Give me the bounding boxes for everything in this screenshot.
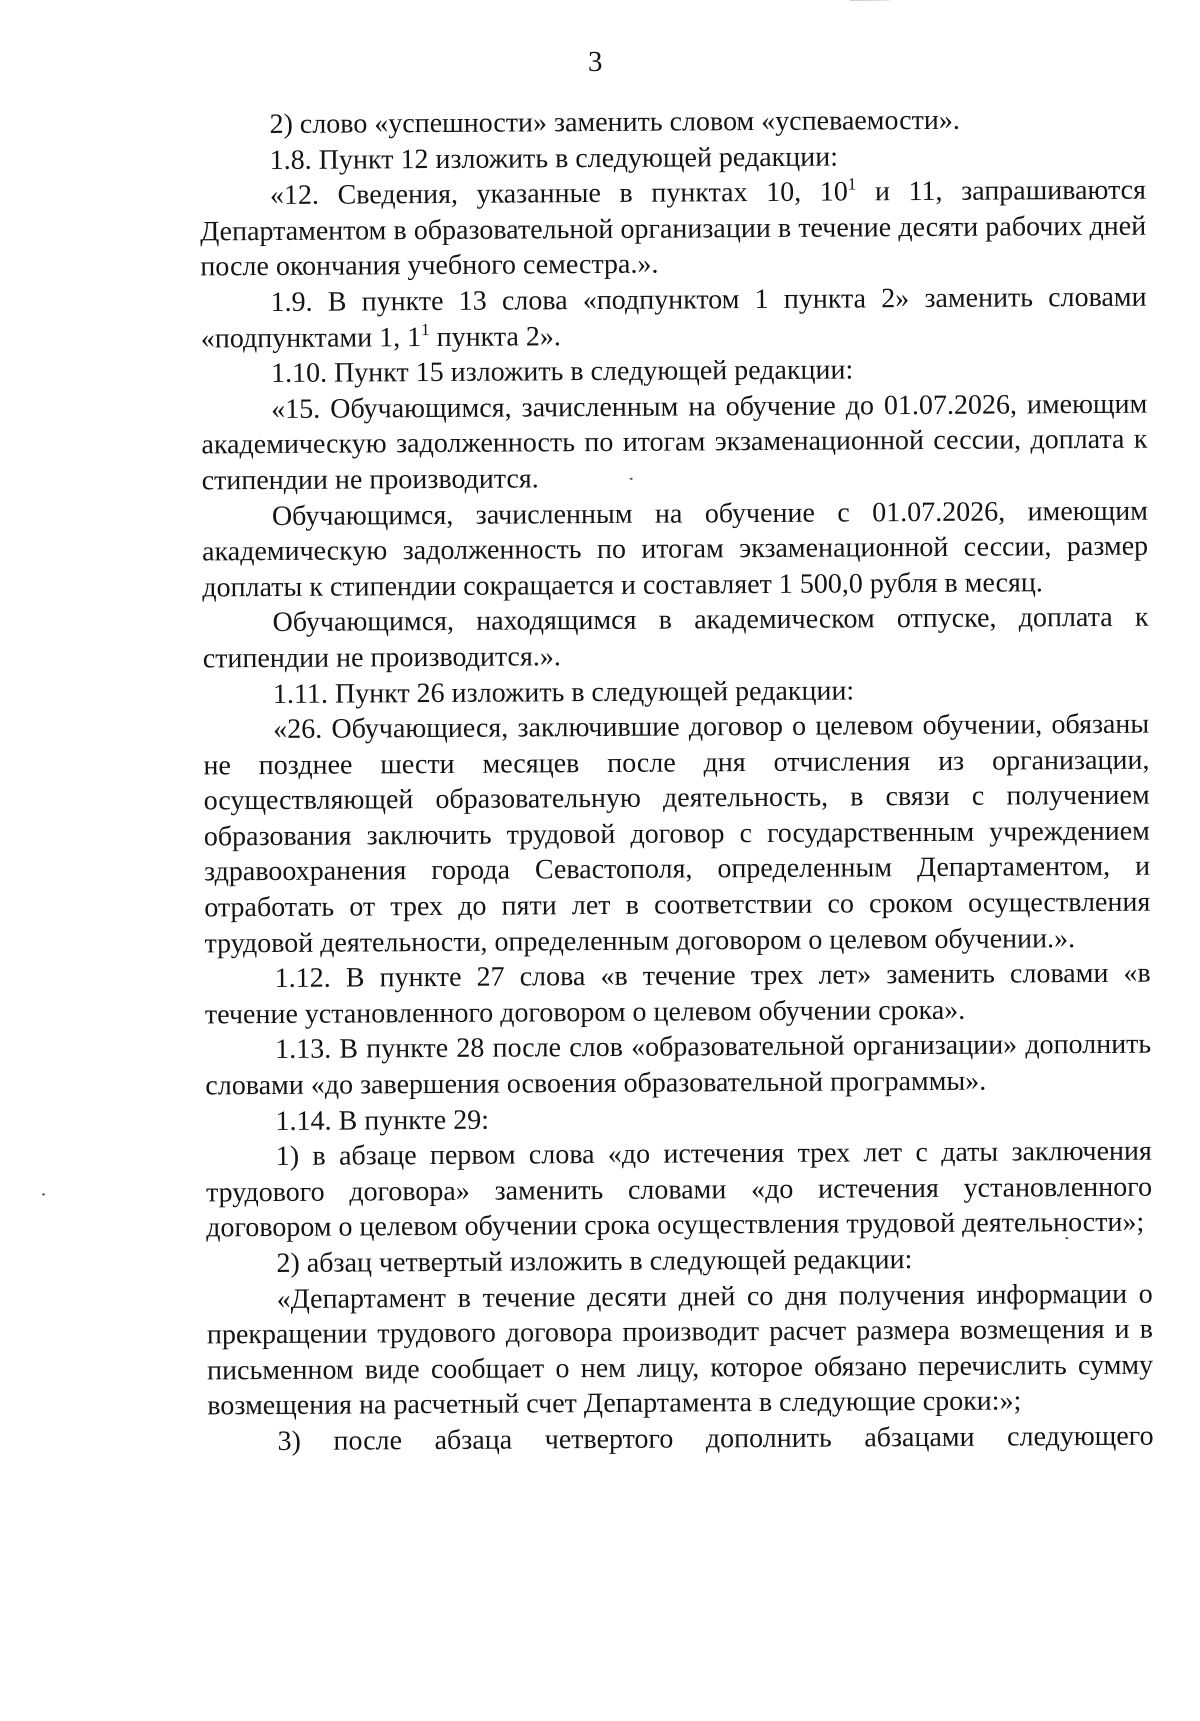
paragraph: «15. Обучающимся, зачисленным на обучение до 01.07.2026, имеющим академическую задолженность по итогам экзаменационной сессии, доплата к стипендии не производится. — [201, 386, 1148, 499]
paragraph — [200, 280, 1146, 357]
paragraph-text: «12. Сведения, указанные в пунктах 10, 10 — [270, 177, 848, 212]
paragraph: 2) абзац четвертый изложить в следующей редакции: — [206, 1241, 1152, 1282]
paragraph: Обучающимся, находящимся в академическом отпуске, доплата к стипендии не производится.». — [202, 600, 1148, 677]
paragraph-text: и 11, запрашиваются Департаментом в образовательной организации в течение десяти рабочих дней после окончания учебного семестра.». — [200, 175, 1146, 283]
paragraph: 1) в абзаце первом слова «до истечения трех лет с даты заключения трудового договора» заменить словами «до истечения установленного договором о целевом обучении срока осуществления трудовой деятельности»; — [206, 1134, 1153, 1247]
page-number: 3 — [0, 38, 1195, 85]
paragraph: 3) после абзаца четвертого дополнить абзацами следующего — [207, 1419, 1153, 1460]
superscript: 1 — [848, 175, 857, 194]
paragraph: «26. Обучающиеся, заключившие договор о целевом обучении, обязаны не позднее шести месяцев после дня отчисления из организации, осуществляющей образовательную деятельность, в связи с получением образования заключить трудовой договор с государственным учреждением здравоохранения города Севастополя, определенным Департаментом, и отработать от трех до пяти лет в соответствии со сроком осуществления трудовой деятельности, определенным договором о целевом обучении.». — [203, 707, 1151, 962]
paragraph: 1.8. Пункт 12 изложить в следующей редакции: — [200, 137, 1146, 178]
paragraph-text: пункта 2». — [430, 321, 561, 353]
paragraph: 1.11. Пункт 26 изложить в следующей редакции: — [203, 671, 1149, 712]
paragraph — [200, 173, 1147, 286]
paragraph: 2) слово «успешности» заменить словом «успеваемости». — [199, 102, 1145, 143]
paragraph: 1.12. В пункте 27 слова «в течение трех лет» заменить словами «в течение установленного договором о целевом обучении срока». — [205, 956, 1151, 1033]
document-body — [199, 102, 1153, 1460]
paragraph: Обучающимся, зачисленным на обучение с 01.07.2026, имеющим академическую задолженность по итогам экзаменационной сессии, размер доплаты к стипендии сокращается и составляет 1 500,0 рубля в месяц. — [202, 493, 1149, 606]
scan-speck — [42, 1193, 45, 1195]
paragraph: 1.13. В пункте 28 после слов «образовательной организации» дополнить словами «до завершения освоения образовательной программы». — [205, 1027, 1151, 1104]
paragraph: 1.14. В пункте 29: — [205, 1098, 1151, 1139]
paragraph-text: 1.9. В пункте 13 слова «подпунктом 1 пункта 2» заменить словами «подпунктами 1, 1 — [201, 282, 1147, 354]
superscript: 1 — [421, 320, 430, 339]
paragraph: 1.10. Пункт 15 изложить в следующей редакции: — [201, 351, 1147, 392]
paragraph: «Департамент в течение десяти дней со дня получения информации о прекращении трудового договора производит расчет размера возмещения и в письменном виде сообщает о нем лицу, которое обязано перечислить сумму возмещения на расчетный счет Департамента в следующие сроки:»; — [207, 1276, 1154, 1424]
